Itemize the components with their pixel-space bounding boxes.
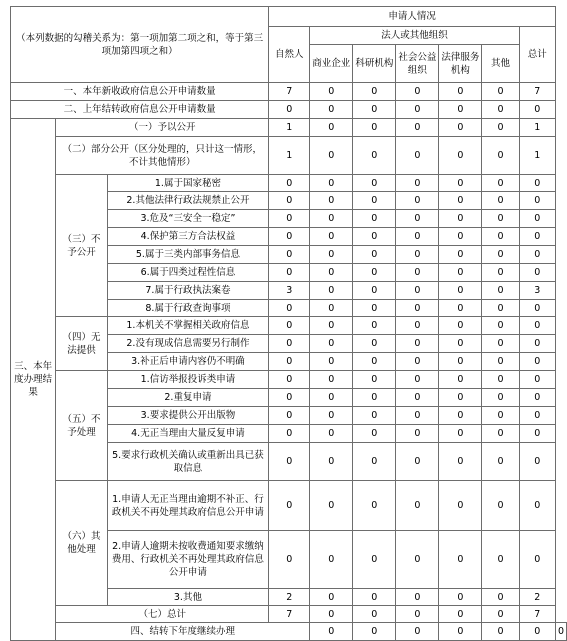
value-cell: 0 [396,192,439,210]
value-cell: 0 [353,317,396,335]
row-label: 4.保护第三方合法权益 [107,228,269,246]
value-cell: 0 [353,589,396,606]
value-cell: 0 [439,83,482,101]
value-cell: 0 [353,300,396,317]
value-cell: 1 [269,137,310,175]
value-cell: 0 [439,371,482,389]
table-row-petition [11,371,567,389]
value-cell: 0 [310,119,353,137]
group-6-label: （六）其他处理 [56,481,107,606]
value-cell: 0 [519,300,555,317]
table-row-carry-next [11,623,567,641]
note-cell: （本列数据的勾稽关系为：第一项加第二项之和，等于第三项加第四项之和） [11,7,269,83]
value-cell: 0 [353,83,396,101]
value-cell: 0 [353,282,396,300]
value-cell: 0 [269,101,310,119]
value-cell: 0 [439,192,482,210]
value-cell: 0 [439,246,482,264]
value-cell: 0 [439,317,482,335]
value-cell: 7 [519,606,555,623]
group-3-label: （三）不予公开 [56,175,107,317]
value-cell: 0 [310,389,353,407]
value-cell: 0 [482,371,519,389]
col-total: 总计 [519,27,555,83]
value-cell: 0 [519,623,555,641]
value-cell: 0 [396,101,439,119]
value-cell: 0 [310,335,353,353]
value-cell: 0 [310,481,353,531]
value-cell: 0 [396,210,439,228]
value-cell: 0 [482,531,519,589]
value-cell: 0 [310,246,353,264]
row-label: （七）总计 [56,606,269,623]
value-cell: 0 [396,335,439,353]
value-cell: 0 [519,228,555,246]
value-cell: 0 [439,481,482,531]
value-cell: 0 [482,101,519,119]
value-cell: 0 [482,83,519,101]
value-cell: 0 [482,192,519,210]
table-row-no-correction [11,481,567,531]
value-cell: 0 [439,300,482,317]
col-social-welfare: 社会公益组织 [396,45,439,83]
row-label: 3.其他 [107,589,269,606]
value-cell: 0 [269,246,310,264]
value-cell: 0 [396,531,439,589]
value-cell: 0 [269,210,310,228]
value-cell: 0 [310,531,353,589]
value-cell: 0 [310,407,353,425]
value-cell: 0 [519,425,555,443]
row-label: 2.其他法律行政法规禁止公开 [107,192,269,210]
row-label: 2.没有现成信息需要另行制作 [107,335,269,353]
row-label: 1.申请人无正当理由逾期不补正、行政机关不再处理其政府信息公开申请 [107,481,269,531]
value-cell: 0 [269,371,310,389]
value-cell: 0 [519,317,555,335]
value-cell: 0 [396,443,439,481]
value-cell: 0 [396,389,439,407]
value-cell: 3 [269,282,310,300]
value-cell: 0 [353,353,396,371]
value-cell: 0 [439,282,482,300]
value-cell: 0 [519,371,555,389]
value-cell: 0 [310,589,353,606]
value-cell: 0 [439,531,482,589]
value-cell: 0 [482,300,519,317]
table-body [11,7,567,641]
value-cell: 0 [269,443,310,481]
value-cell: 0 [353,481,396,531]
row-label: 2.重复申请 [107,389,269,407]
statistics-table [10,6,567,641]
value-cell: 0 [396,300,439,317]
value-cell: 0 [482,137,519,175]
value-cell: 0 [310,425,353,443]
value-cell: 0 [482,443,519,481]
value-cell: 0 [269,335,310,353]
value-cell: 0 [519,246,555,264]
value-cell: 0 [310,210,353,228]
row-label: （一）予以公开 [56,119,269,137]
value-cell: 0 [269,228,310,246]
value-cell: 0 [396,228,439,246]
value-cell: 0 [396,606,439,623]
row-label: 3.危及“三安全一稳定” [107,210,269,228]
value-cell: 0 [269,264,310,282]
value-cell: 0 [269,481,310,531]
value-cell: 1 [269,119,310,137]
value-cell: 1 [519,137,555,175]
value-cell: 0 [269,353,310,371]
value-cell: 0 [396,407,439,425]
col-other: 其他 [482,45,519,83]
value-cell: 0 [353,137,396,175]
value-cell: 0 [439,623,482,641]
value-cell: 0 [269,531,310,589]
value-cell: 0 [396,317,439,335]
row-label: 3.补正后申请内容仍不明确 [107,353,269,371]
value-cell: 0 [353,407,396,425]
group-5-label: （五）不予处理 [56,371,107,481]
value-cell: 0 [482,246,519,264]
value-cell: 0 [353,246,396,264]
value-cell: 0 [439,228,482,246]
value-cell: 0 [439,175,482,192]
value-cell: 0 [519,175,555,192]
value-cell: 0 [519,264,555,282]
value-cell: 0 [353,210,396,228]
value-cell: 0 [519,389,555,407]
value-cell: 0 [439,264,482,282]
value-cell: 0 [482,589,519,606]
table-row-not-held [11,317,567,335]
value-cell: 0 [439,353,482,371]
value-cell: 0 [396,371,439,389]
row-label: 2.申请人逾期未按收费通知要求缴纳费用、行政机关不再处理其政府信息公开申请 [107,531,269,589]
value-cell: 0 [439,101,482,119]
value-cell: 0 [482,317,519,335]
value-cell: 0 [310,282,353,300]
value-cell: 0 [519,335,555,353]
value-cell: 2 [519,589,555,606]
value-cell: 0 [310,264,353,282]
value-cell: 0 [310,623,353,641]
value-cell: 0 [269,300,310,317]
table-row-state-secret [11,175,567,192]
value-cell: 0 [439,335,482,353]
value-cell: 0 [482,425,519,443]
value-cell: 0 [482,389,519,407]
value-cell: 0 [353,531,396,589]
value-cell: 0 [353,192,396,210]
value-cell: 0 [482,335,519,353]
value-cell: 0 [482,282,519,300]
group-4-label: （四）无法提供 [56,317,107,371]
value-cell: 0 [396,137,439,175]
value-cell: 0 [396,119,439,137]
value-cell: 1 [519,119,555,137]
value-cell: 0 [310,371,353,389]
value-cell: 0 [353,425,396,443]
value-cell: 0 [310,137,353,175]
row-label: 1.本机关不掌握相关政府信息 [107,317,269,335]
value-cell: 0 [439,606,482,623]
value-cell: 0 [310,606,353,623]
value-cell: 0 [353,443,396,481]
value-cell: 0 [269,175,310,192]
value-cell: 0 [439,425,482,443]
value-cell: 0 [353,335,396,353]
value-cell: 0 [482,606,519,623]
value-cell: 0 [555,623,566,641]
value-cell: 0 [439,407,482,425]
row-label: 二、上年结转政府信息公开申请数量 [11,101,269,119]
row-label: 四、结转下年度继续办理 [56,623,310,641]
value-cell: 7 [269,83,310,101]
value-cell: 0 [396,425,439,443]
value-cell: 0 [482,264,519,282]
value-cell: 0 [396,282,439,300]
row-label: 1.属于国家秘密 [107,175,269,192]
applicant-header: 申请人情况 [269,7,556,27]
value-cell: 0 [482,119,519,137]
value-cell: 0 [310,353,353,371]
row-label: 一、本年新收政府信息公开申请数量 [11,83,269,101]
value-cell: 0 [439,119,482,137]
value-cell: 0 [353,101,396,119]
value-cell: 0 [519,353,555,371]
row-label: 8.属于行政查询事项 [107,300,269,317]
value-cell: 0 [396,246,439,264]
value-cell: 0 [519,531,555,589]
value-cell: 0 [310,228,353,246]
row-label: 3.要求提供公开出版物 [107,407,269,425]
value-cell: 0 [396,353,439,371]
col-legal-service: 法律服务机构 [439,45,482,83]
value-cell: 0 [482,623,519,641]
value-cell: 0 [439,443,482,481]
value-cell: 0 [310,443,353,481]
value-cell: 0 [482,175,519,192]
table-row-total [11,606,567,623]
value-cell: 0 [519,407,555,425]
row-label: 4.无正当理由大量反复申请 [107,425,269,443]
value-cell: 7 [519,83,555,101]
value-cell: 3 [519,282,555,300]
value-cell: 0 [439,589,482,606]
table-row-new-requests [11,83,567,101]
value-cell: 0 [353,264,396,282]
row-label: 7.属于行政执法案卷 [107,282,269,300]
value-cell: 0 [396,175,439,192]
value-cell: 7 [269,606,310,623]
value-cell: 0 [519,443,555,481]
value-cell: 0 [482,481,519,531]
value-cell: 0 [396,83,439,101]
value-cell: 0 [269,389,310,407]
value-cell: 0 [482,353,519,371]
value-cell: 0 [269,317,310,335]
value-cell: 0 [439,210,482,228]
table-row-disclosed [11,119,567,137]
col-natural-person: 自然人 [269,27,310,83]
value-cell: 0 [310,175,353,192]
value-cell: 2 [269,589,310,606]
section-3-label: 三、本年度办理结果 [11,119,56,641]
table-row-partly-disclosed [11,137,567,175]
value-cell: 0 [519,210,555,228]
value-cell: 0 [269,407,310,425]
row-label: （二）部分公开（区分处理的，只计这一情形，不计其他情形） [56,137,269,175]
value-cell: 0 [519,192,555,210]
value-cell: 0 [353,119,396,137]
row-label: 1.信访举报投诉类申请 [107,371,269,389]
value-cell: 0 [353,371,396,389]
row-label: 5.属于三类内部事务信息 [107,246,269,264]
value-cell: 0 [353,228,396,246]
value-cell: 0 [269,192,310,210]
value-cell: 0 [439,389,482,407]
value-cell: 0 [310,192,353,210]
legal-org-header: 法人或其他组织 [310,27,519,45]
value-cell: 0 [310,101,353,119]
value-cell: 0 [353,623,396,641]
value-cell: 0 [396,264,439,282]
value-cell: 0 [482,407,519,425]
value-cell: 0 [269,425,310,443]
value-cell: 0 [396,481,439,531]
value-cell: 0 [353,175,396,192]
value-cell: 0 [439,137,482,175]
value-cell: 0 [310,317,353,335]
value-cell: 0 [482,228,519,246]
value-cell: 0 [396,589,439,606]
row-label: 5.要求行政机关确认或重新出具已获取信息 [107,443,269,481]
row-label: 6.属于四类过程性信息 [107,264,269,282]
value-cell: 0 [310,83,353,101]
col-research: 科研机构 [353,45,396,83]
col-commercial: 商业企业 [310,45,353,83]
value-cell: 0 [353,389,396,407]
value-cell: 0 [482,210,519,228]
table-row-carried-over [11,101,567,119]
value-cell: 0 [353,606,396,623]
value-cell: 0 [396,623,439,641]
value-cell: 0 [519,481,555,531]
value-cell: 0 [519,101,555,119]
value-cell: 0 [310,300,353,317]
